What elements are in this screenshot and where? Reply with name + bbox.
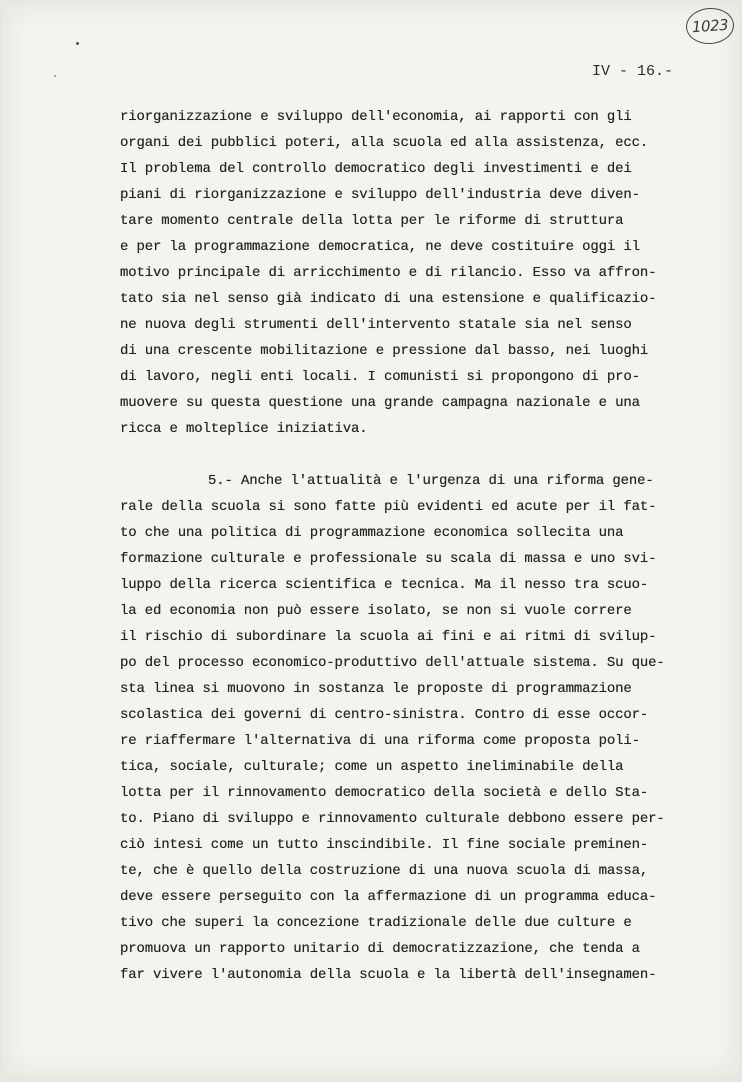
text-line: ricca e molteplice iniziativa. — [120, 421, 368, 437]
text-line: re riaffermare l'alternativa di una riforma come proposta poli- — [120, 733, 640, 749]
text-line: to che una politica di programmazione economica sollecita una — [120, 525, 624, 541]
text-line: riorganizzazione e sviluppo dell'economia, ai rapporti con gli — [120, 109, 632, 125]
text-line: far vivere l'autonomia della scuola e la libertà dell'insegnamen- — [120, 967, 657, 983]
text-line: tato sia nel senso già indicato di una estensione e qualificazio- — [120, 291, 657, 307]
archive-number-stamp: 1023 — [685, 6, 735, 45]
text-line: po del processo economico-produttivo dell'attuale sistema. Su que- — [120, 655, 665, 671]
text-line: sta linea si muovono in sostanza le proposte di programmazione — [120, 681, 632, 697]
text-line: di una crescente mobilitazione e pressione dal basso, nei luoghi — [120, 343, 649, 359]
paragraph-2 — [120, 468, 710, 988]
text-line: di lavoro, negli enti locali. I comunisti si propongono di pro- — [120, 369, 640, 385]
text-line: organi dei pubblici poteri, alla scuola ed alla assistenza, ecc. — [120, 135, 649, 151]
text-line: tare momento centrale della lotta per le riforme di struttura — [120, 213, 624, 229]
document-page — [2, 2, 740, 1078]
text-line-first: 5.- Anche l'attualità e l'urgenza di una riforma gene- — [208, 473, 654, 489]
text-line: ne nuova degli strumenti dell'intervento statale sia nel senso — [120, 317, 632, 333]
text-line: il rischio di subordinare la scuola ai fini e ai ritmi di svilup- — [120, 629, 657, 645]
text-line: te, che è quello della costruzione di una nuova scuola di massa, — [120, 863, 649, 879]
paper-speck — [54, 75, 56, 77]
text-line: e per la programmazione democratica, ne deve costituire oggi il — [120, 239, 640, 255]
text-line: tivo che superi la concezione tradizionale delle due culture e — [120, 915, 632, 931]
text-line: promuova un rapporto unitario di democratizzazione, che tenda a — [120, 941, 640, 957]
text-line: piani di riorganizzazione e sviluppo dell'industria deve diven- — [120, 187, 640, 203]
text-line: lotta per il rinnovamento democratico della società e dello Sta- — [120, 785, 649, 801]
text-line: ciò intesi come un tutto inscindibile. Il fine sociale preminen- — [120, 837, 649, 853]
paper-speck — [76, 42, 79, 45]
text-line: motivo principale di arricchimento e di rilancio. Esso va affron- — [120, 265, 657, 281]
text-line: la ed economia non può essere isolato, se non si vuole correre — [120, 603, 632, 619]
text-line: Il problema del controllo democratico degli investimenti e dei — [120, 161, 632, 177]
text-line: deve essere perseguito con la affermazione di un programma educa- — [120, 889, 657, 905]
paragraph-1 — [120, 104, 710, 442]
text-line: formazione culturale e professionale su scala di massa e uno svi- — [120, 551, 657, 567]
text-line: rale della scuola si sono fatte più evidenti ed acute per il fat- — [120, 499, 657, 515]
text-line: muovere su questa questione una grande campagna nazionale e una — [120, 395, 640, 411]
text-line: luppo della ricerca scientifica e tecnica. Ma il nesso tra scuo- — [120, 577, 649, 593]
text-line: tica, sociale, culturale; come un aspetto ineliminabile della — [120, 759, 624, 775]
text-line: scolastica dei governi di centro-sinistra. Contro di esse occor- — [120, 707, 649, 723]
page-number: IV - 16.- — [592, 63, 674, 80]
text-line: to. Piano di sviluppo e rinnovamento culturale debbono essere per- — [120, 811, 665, 827]
